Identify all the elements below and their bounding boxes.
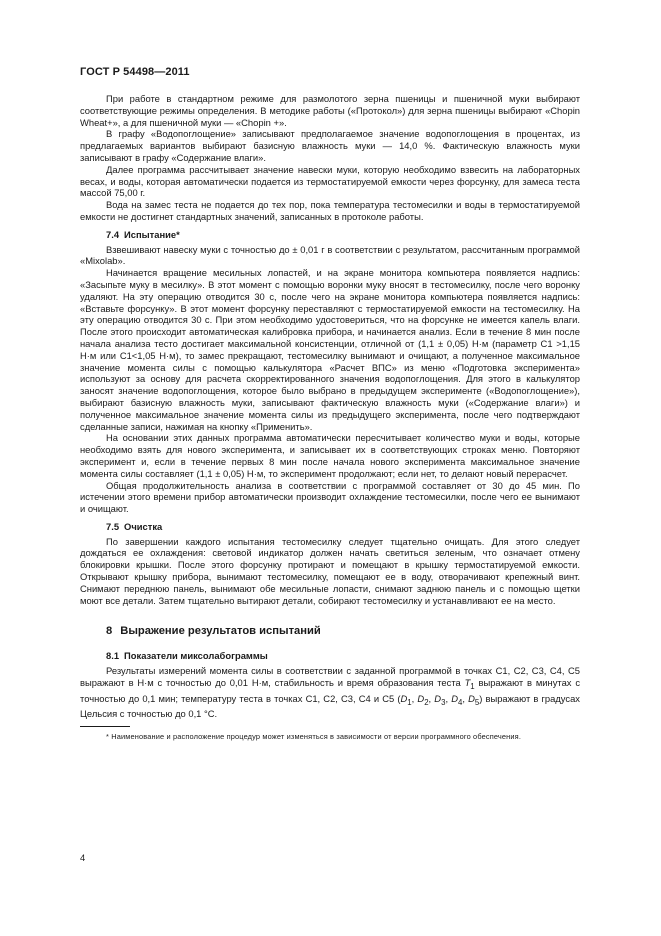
paragraph: Вода на замес теста не подается до тех пор, пока температура тестомесилки и воды в термостатируемой емкости не достигнет стандартных значений, записанных в протоколе работы. — [80, 199, 580, 222]
section-title: Очистка — [124, 520, 163, 532]
section-number: 8.1 — [106, 650, 120, 662]
section-heading-8-1 — [80, 650, 580, 662]
paragraph: При работе в стандартном режиме для размолотого зерна пшеницы и пшеничной муки выбирают соответствующие режимы определения. В методике работы («Протокол») для зерна пшеницы выбирают «Chopin Wheat+», а для пшеничной муки — «Chopin +». — [80, 93, 580, 128]
footnote-divider — [80, 726, 130, 727]
section-number: 8 — [106, 625, 113, 638]
section-number: 7.5 — [106, 520, 120, 532]
paragraph-results: Результаты измерений момента силы в соответствии с заданной программой в точках С1, С2, С3, С4, С5 выражают в Н·м с точностью до 0,01 Н·м, стабильность и время образования теста $T_1$ выражают в минутах с точностью до 0,1 мин; температуру теста в точках С1, С2, С3, С4 и С5 ($D_1$, $D_2$, $D_3$, $D_4$, $D_5$) выражают в градусах Цельсия с точностью до 0,1 °С. — [80, 665, 581, 720]
footnote: * Наименование и расположение процедур может изменяться в зависимости от версии программного обеспечения. — [106, 732, 522, 742]
section-number: 7.4 — [106, 228, 120, 240]
paragraph: На основании этих данных программа автоматически пересчитывает количество муки и воды, которые необходимо взять для нового эксперимента, и записывает их в соответствующих строках меню. Повторяют эксперимент и, если в течение первых 8 мин после начала нового эксперимента максимальное значение момента силы составляет (1,1 ± 0,05) Н·м, то эксперимент продолжают; если нет, то делают новый перерасчет. — [80, 432, 580, 479]
section-title: Показатели миксолабограммы — [124, 650, 268, 662]
paragraph: Взвешивают навеску муки с точностью до ± 0,01 г в соответствии с результатом, рассчитанным программой «Mixolab». — [80, 243, 580, 267]
paragraph: Далее программа рассчитывает значение навески муки, которую необходимо взвесить на лабораторных весах, и воды, которая автоматически подается из термостатируемой емкости через форсунку, для замеса теста массой 75,00 г. — [80, 163, 580, 199]
section-heading-8 — [80, 624, 580, 638]
paragraph: Начинается вращение месильных лопастей, и на экране монитора компьютера появляется надпись: «Засыпьте муку в месилку». В этот момент с помощью воронки муку вносят в тестомесилку, после чего воронку удаляют. На эту операцию отводится 30 с, после чего на экране монитора компьютера появляется надпись: «Вставьте форсунку». В этот момент форсунку переставляют с термостатируемой емкости на тестомесилку. На эту операцию отводится 30 с. При этом необходимо удостовериться, что на форсунке не имеется капель влаги. После этого происходит автоматическая калибровка прибора, и начинается анализ. Если в течение 8 мин после начала анализа тесто достигает максимальной консистенции, отличной от (1,1 ± 0,05) Н·м (параметр С1 >1,15 Н·м или С1<1,05 Н·м), то замес прекращают, тестомесилку вынимают и очищают, а полученное максимальное значение момента силы с помощью калькулятора «Расчет ВПС» из меню «Подготовка эксперимента» используют за основу для расчета скорректированного значения водопоглощения. Для этого в калькулятор заносят значение водопоглощения, которое было выбрано в предыдущем эксперименте («Водопоглощение»), выбирают базисную влажность муки, записывают фактическую влажность муки («Содержание влаги») и полученное максимальное значение момента силы из предыдущего эксперимента, после чего подтверждают сделанные записи, нажимая на кнопку «Применить». — [80, 267, 580, 432]
paragraph: По завершении каждого испытания тестомесилку следует тщательно очищать. Для этого следует дождаться ее охлаждения: световой индикатор должен начать светиться зеленым, что означает отмену блокировки крышки. После этого форсунку протирают и помещают в крышку термостатируемой емкости. Открывают крышку прибора, вынимают тестомесилку, помещают ее в воду, отворачивают крепежный винт. Снимают переднюю панель, вынимают обе месильные лопасти, снимают заднюю панель и с помощью щетки моют все детали. Затем тщательно вытирают детали, собирают тестомесилку и устанавливают ее на место. — [80, 535, 580, 606]
paragraph: В графу «Водопоглощение» записывают предполагаемое значение водопоглощения в процентах, из предлагаемых вариантов выбирают базисную влажность муки — 14,0 %. Фактическую влажность муки записывают в графу «Содержание влаги». — [80, 128, 580, 163]
page-number: 4 — [80, 852, 86, 863]
document-header: ГОСТ Р 54498—2011 — [80, 66, 190, 78]
paragraph: Общая продолжительность анализа в соответствии с программой составляет от 30 до 45 мин. По истечении этого времени прибор автоматически производит охлаждение тестомесилки, после чего ее вынимают и очищают. — [80, 479, 580, 515]
section-title: Испытание* — [124, 228, 180, 240]
page-content — [80, 93, 580, 742]
section-title: Выражение результатов испытаний — [120, 625, 321, 638]
section-heading-7-4 — [80, 229, 580, 241]
section-heading-7-5 — [80, 521, 580, 533]
